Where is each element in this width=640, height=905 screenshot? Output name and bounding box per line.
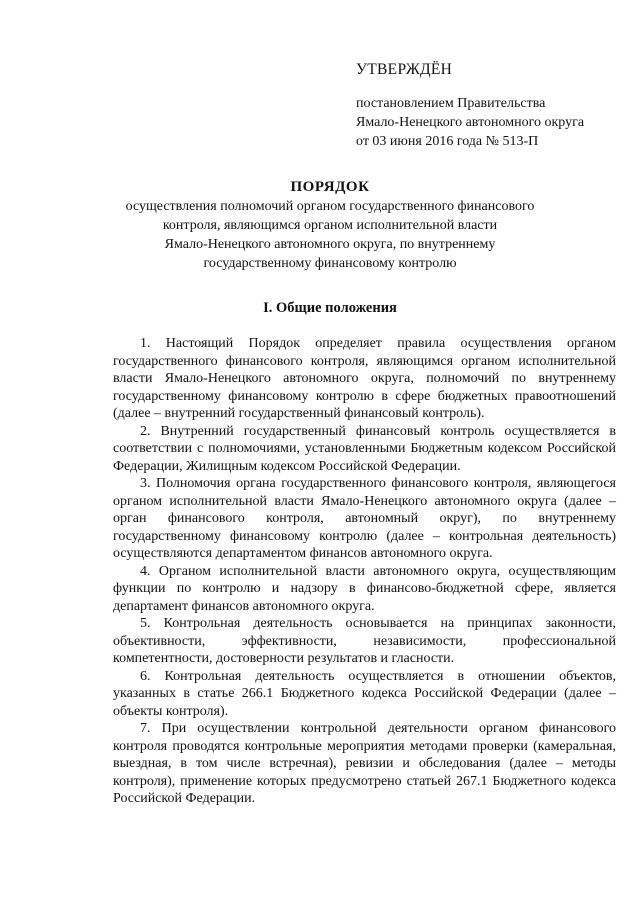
paragraph-5: 5. Контрольная деятельность основывается на принципах законности, объективности, эффективности, независимости, профессиональной компетентности, достоверности результатов и гласности.: [113, 616, 616, 666]
subtitle-line: осуществления полномочий органом государственного финансового: [125, 199, 535, 214]
approval-stamp-title: УТВЕРЖДЁН: [356, 61, 453, 78]
subtitle-line: государственному финансовому контролю: [203, 256, 457, 271]
paragraph-3: 3. Полномочия органа государственного финансового контроля, являющегося органом исполнительной власти Ямало-Ненецкого автономного округа (далее – орган финансового контроля, автономный округ), по внутреннему государственному финансовому контролю (далее – контрольная деятельность) осуществляются департаментом финансов автономного округа.: [113, 476, 616, 561]
section-heading: I. Общие положения: [263, 300, 397, 316]
paragraph-7: 7. При осуществлении контрольной деятельности органом финансового контроля проводятся контрольные мероприятия методами проверки (камеральная, выездная, в том числе встречная), ревизии и обследования (далее – методы контроля), применение которых предусмотрено статьей 267.1 Бюджетного кодекса Российской Федерации.: [113, 721, 616, 806]
approval-line: Ямало-Ненецкого автономного округа: [356, 115, 585, 130]
approval-block: [356, 60, 616, 151]
document-heading: ПОРЯДОК: [290, 179, 370, 195]
document-title-block: [100, 177, 560, 273]
subtitle-line: Ямало-Ненецкого автономного округа, по внутреннему: [164, 237, 496, 252]
paragraph-1: 1. Настоящий Порядок определяет правила осуществления органом государственного финансового контроля, являющимся органом исполнительной власти Ямало-Ненецкого автономного округа, полномочий по внутреннему государственному финансовому контролю в сфере бюджетных правоотношений (далее – внутренний государственный финансовый контроль).: [113, 336, 616, 421]
paragraph-2: 2. Внутренний государственный финансовый контроль осуществляется в соответствии с полномочиями, установленными Бюджетным кодексом Российской Федерации, Жилищным кодексом Российской Федерации.: [113, 423, 616, 474]
paragraph-6: 6. Контрольная деятельность осуществляется в отношении объектов, указанных в статье 266.1 Бюджетного кодекса Российской Федерации (далее – объекты контроля).: [113, 668, 616, 719]
approval-line: постановлением Правительства: [356, 96, 546, 111]
approval-line: от 03 июня 2016 года № 513-П: [356, 134, 539, 149]
document-body: [113, 335, 616, 808]
paragraph-4: 4. Органом исполнительной власти автономного округа, осуществляющим функции по контролю и надзору в финансово-бюджетной сфере, является департамент финансов автономного округа.: [113, 563, 616, 614]
subtitle-line: контроля, являющимся органом исполнительной власти: [162, 218, 498, 233]
document-subtitle: [100, 197, 560, 273]
